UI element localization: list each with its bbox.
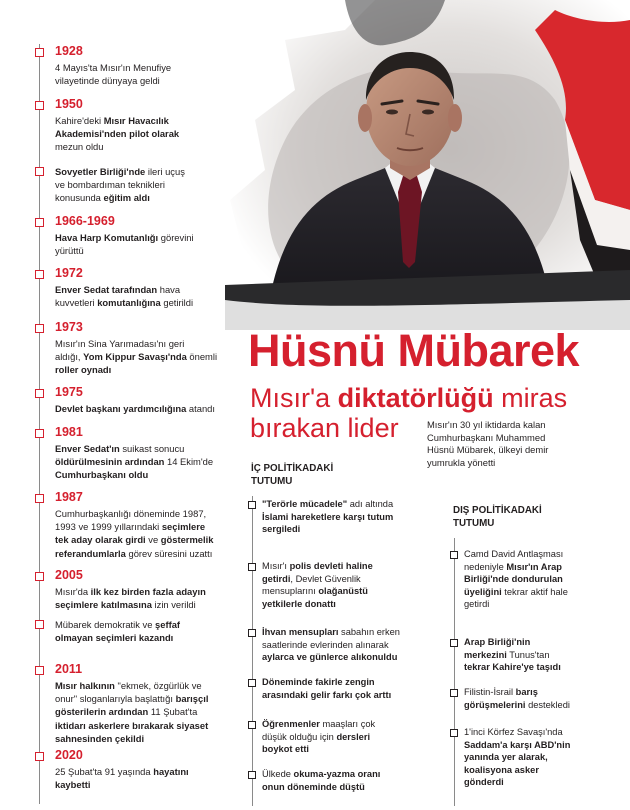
subtitle-highlight: diktatörlüğü bbox=[337, 383, 494, 413]
timeline-marker bbox=[35, 101, 44, 110]
foreign-text: Filistin-İsrail barış görüşmelerini destekledi bbox=[464, 687, 570, 710]
timeline-year: 1981 bbox=[55, 425, 83, 439]
timeline-description: Mısır halkının "ekmek, özgürlük ve onur" sloganlarıyla başlattığı barışçıl gösterilerin ardından 11 Şubat'ta iktidarı askerlere bırakarak siyaset sahnesinden çekildi bbox=[55, 680, 209, 744]
timeline-description: 4 Mayıs'ta Mısır'ın Menufiye vilayetinde dünyaya geldi bbox=[55, 62, 172, 87]
timeline-marker bbox=[35, 218, 44, 227]
foreign-marker bbox=[450, 729, 458, 737]
domestic-text: Döneminde fakirle zengin arasındaki gelir farkı çok arttı bbox=[262, 677, 392, 700]
timeline-marker bbox=[35, 167, 44, 176]
timeline-marker bbox=[35, 752, 44, 761]
domestic-line bbox=[252, 496, 253, 806]
domestic-marker bbox=[248, 629, 256, 637]
timeline-marker bbox=[35, 666, 44, 675]
timeline-year: 2011 bbox=[55, 662, 83, 676]
subtitle-line2: bırakan lider bbox=[250, 413, 399, 443]
timeline-marker bbox=[35, 48, 44, 57]
timeline-year: 1928 bbox=[55, 44, 83, 58]
timeline-description: Sovyetler Birliği'nde ileri uçuş ve bombardıman teknikleri konusunda eğitim aldı bbox=[55, 166, 185, 204]
domestic-text: "Terörle mücadele" adı altında İslami hareketlere karşı tutum sergiledi bbox=[262, 499, 394, 535]
timeline-description: Mısır'ın Sina Yarımadası'nı geri aldığı, Yom Kippur Savaşı'nda önemli roller oynadı bbox=[55, 338, 218, 376]
timeline-description: Cumhurbaşkanlığı döneminde 1987, 1993 ve 1999 yıllarındaki seçimlere tek aday olarak girdi ve göstermelik referandumlarla görev süresini uzattı bbox=[55, 508, 214, 559]
foreign-marker bbox=[450, 639, 458, 647]
timeline-year: 1972 bbox=[55, 266, 83, 280]
timeline-marker bbox=[35, 494, 44, 503]
foreign-marker bbox=[450, 551, 458, 559]
page-title: Hüsnü Mübarek bbox=[248, 325, 580, 376]
timeline-year: 1966-1969 bbox=[55, 214, 115, 228]
foreign-marker bbox=[450, 689, 458, 697]
summary-text: Mısır'ın 30 yıl iktidarda kalan Cumhurbaşkanı Muhammed Hüsnü Mübarek, ülkeyi demir yumrukla yönetti bbox=[427, 419, 549, 468]
foreign-line bbox=[454, 538, 455, 806]
timeline-marker bbox=[35, 324, 44, 333]
timeline-marker bbox=[35, 620, 44, 629]
timeline-year: 2020 bbox=[55, 748, 83, 762]
domestic-heading: İÇ POLİTİKADAKİ TUTUMU bbox=[251, 463, 334, 487]
domestic-text: Öğrenmenler maaşları çok düşük olduğu için dersleri boykot etti bbox=[262, 719, 376, 755]
foreign-heading: DIŞ POLİTİKADAKİ TUTUMU bbox=[453, 505, 542, 529]
timeline-year: 1950 bbox=[55, 97, 83, 111]
timeline-year: 1975 bbox=[55, 385, 83, 399]
timeline-marker bbox=[35, 429, 44, 438]
timeline-marker bbox=[35, 572, 44, 581]
timeline-description: Hava Harp Komutanlığı görevini yürüttü bbox=[55, 232, 194, 257]
timeline-year: 1973 bbox=[55, 320, 83, 334]
timeline-year: 1987 bbox=[55, 490, 83, 504]
timeline-description: 25 Şubat'ta 91 yaşında hayatını kaybetti bbox=[55, 766, 189, 791]
timeline-description: Enver Sedat tarafından hava kuvvetleri komutanlığına getirildi bbox=[55, 284, 194, 309]
timeline-year: 2005 bbox=[55, 568, 83, 582]
domestic-marker bbox=[248, 721, 256, 729]
domestic-text: Mısır'ı polis devleti haline getirdi, Devlet Güvenlik mensuplarını olağanüstü yetkilerle donattı bbox=[262, 561, 373, 609]
domestic-marker bbox=[248, 563, 256, 571]
portrait-photo bbox=[225, 0, 630, 330]
domestic-text: İhvan mensupları sabahın erken saatlerinde evlerinden alınarak aylarca ve günlerce alıkonuldu bbox=[262, 627, 400, 663]
timeline-description: Mübarek demokratik ve şeffaf olmayan seçimleri kazandı bbox=[55, 619, 181, 644]
timeline-line bbox=[39, 44, 40, 804]
subtitle-pre: Mısır'a bbox=[250, 383, 338, 413]
domestic-marker bbox=[248, 501, 256, 509]
foreign-text: Camd David Antlaşması nedeniyle Mısır'ın Arap Birliği'nde dondurulan üyeliğini tekrar aktif hale getirdi bbox=[464, 549, 568, 610]
subtitle-post: miras bbox=[493, 383, 568, 413]
foreign-text: 1'inci Körfez Savaşı'nda Saddam'a karşı ABD'nin yanında yer alarak, koalisyona asker gönderdi bbox=[464, 727, 571, 788]
foreign-text: Arap Birliği'nin merkezini Tunus'tan tekrar Kahire'ye taşıdı bbox=[464, 637, 561, 673]
timeline-description: Enver Sedat'ın suikast sonucu öldürülmesinin ardından 14 Ekim'de Cumhurbaşkanı oldu bbox=[55, 443, 214, 481]
timeline-marker bbox=[35, 270, 44, 279]
timeline-description: Mısır'da ilk kez birden fazla adayın seçimlere katılmasına izin verildi bbox=[55, 586, 206, 611]
timeline-marker bbox=[35, 389, 44, 398]
timeline-description: Devlet başkanı yardımcılığına atandı bbox=[55, 403, 215, 414]
domestic-marker bbox=[248, 679, 256, 687]
domestic-text: Ülkede okuma-yazma oranı onun döneminde düştü bbox=[262, 769, 381, 792]
timeline-description: Kahire'deki Mısır Havacılık Akademisi'nden pilot olarak mezun oldu bbox=[55, 115, 180, 153]
domestic-marker bbox=[248, 771, 256, 779]
